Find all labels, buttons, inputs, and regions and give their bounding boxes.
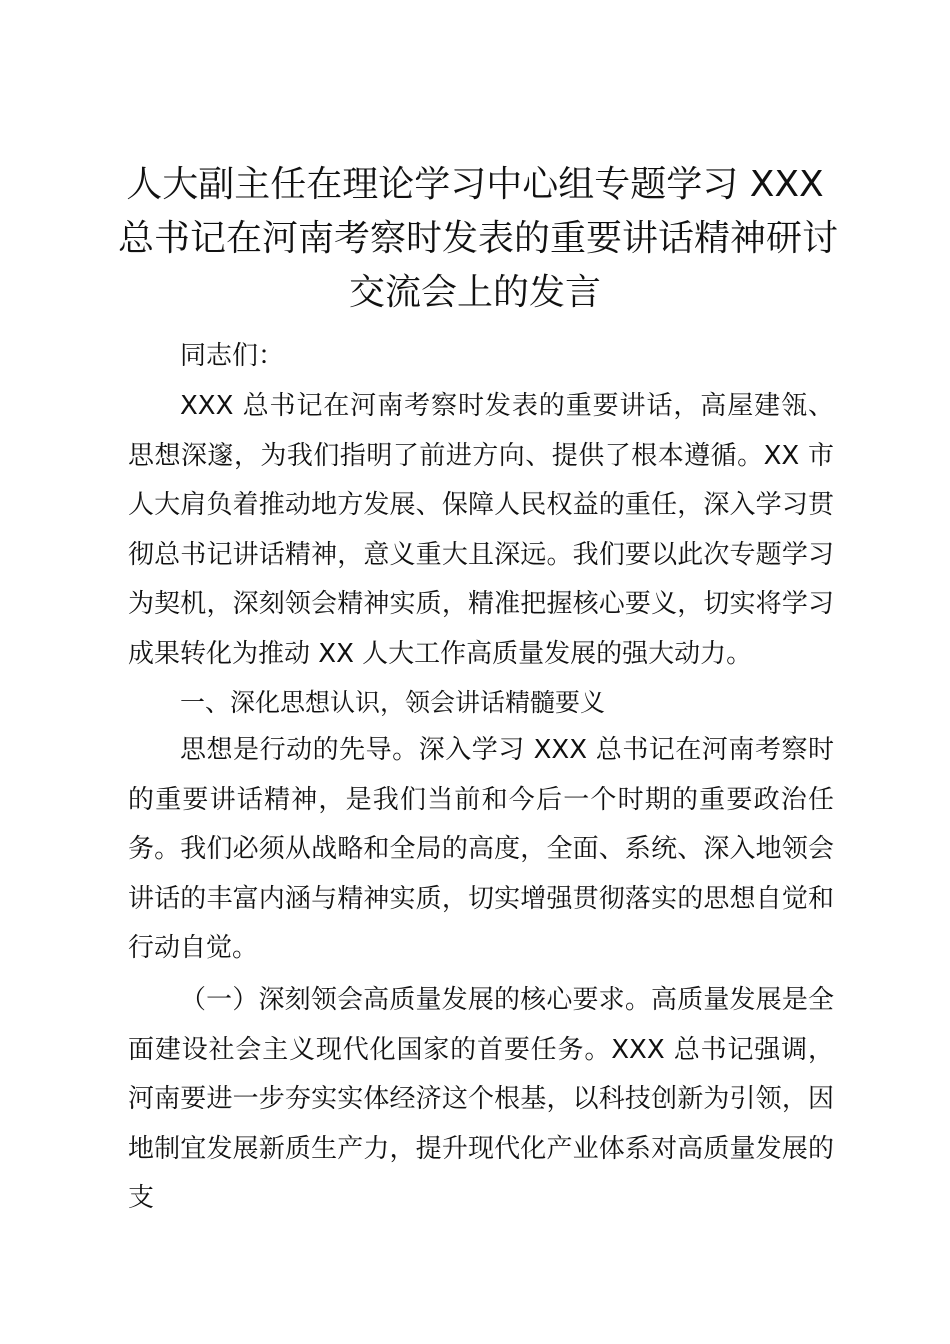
paragraph-intro: XXX 总书记在河南考察时发表的重要讲话，高屋建瓴、思想深邃，为我们指明了前进方向、提供了根本遵循。XX 市人大肩负着推动地方发展、保障人民权益的重任，深入学习贯彻总书记讲话精神，意义重大且深远。我们要以此次专题学习为契机，深刻领会精神实质，精准把握核心要义，切实将学习成果转化为推动 XX 人大工作高质量发展的强大动力。	[128, 391, 834, 669]
title-line-1: 人大副主任在理论学习中心组专题学习 XXX	[126, 164, 824, 205]
paragraph-subsection-1: （一）深刻领会高质量发展的核心要求。高质量发展是全面建设社会主义现代化国家的首要任务。XXX 总书记强调，河南要进一步夯实实体经济这个根基，以科技创新为引领，因地制宜发展新质生产力，提升现代化产业体系对高质量发展的支	[128, 985, 834, 1213]
title-line-2: 总书记在河南考察时发表的重要讲话精神研讨	[118, 218, 839, 259]
title-line-3: 交流会上的发言	[348, 272, 601, 313]
section-heading: 一、深化思想认识，领会讲话精髓要义	[180, 688, 606, 717]
document-title	[118, 158, 839, 320]
paragraph-section-1: 思想是行动的先导。深入学习 XXX 总书记在河南考察时的重要讲话精神，是我们当前和今后一个时期的重要政治任务。我们必须从战略和全局的高度，全面、系统、深入地领会讲话的丰富内涵与精神实质，切实增强贯彻落实的思想自觉和行动自觉。	[128, 735, 834, 963]
salutation: 同志们：	[180, 341, 285, 371]
